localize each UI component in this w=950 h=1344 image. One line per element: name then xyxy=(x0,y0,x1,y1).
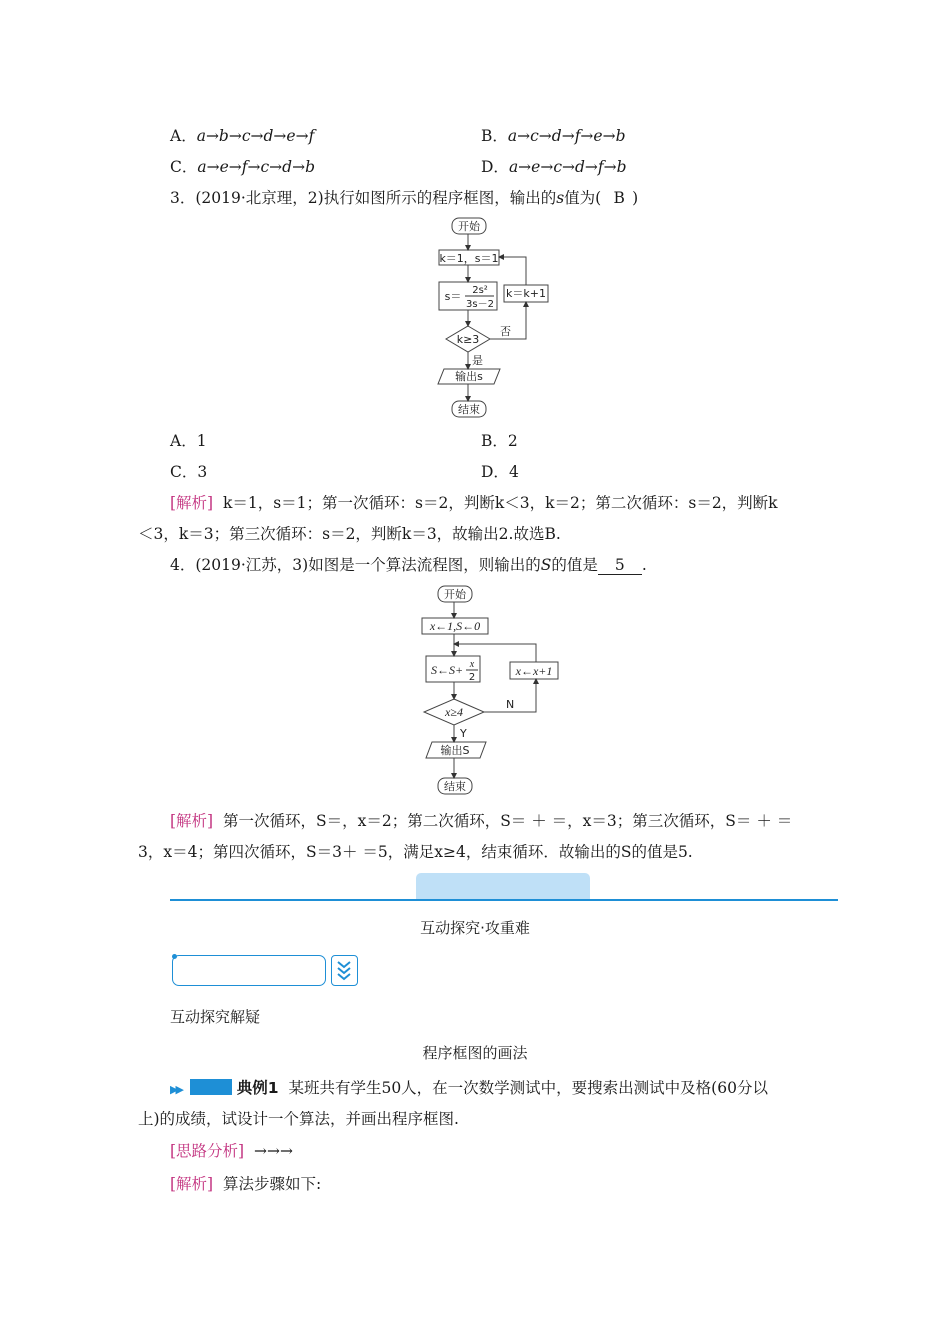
box-dot xyxy=(172,954,177,959)
no-label: N xyxy=(506,698,515,711)
chevron-down-icon xyxy=(331,955,358,986)
cond-label: x≥4 xyxy=(445,705,463,719)
output-label: 输出S xyxy=(440,744,470,757)
yes-label: Y xyxy=(460,727,467,740)
double-arrow-icon: ▶▶ xyxy=(170,1083,181,1096)
assign-lhs: S←S+ xyxy=(430,663,464,677)
assign-lhs: s＝ xyxy=(444,290,462,303)
q3-option-c: C．3 xyxy=(170,463,208,481)
example-badge xyxy=(190,1079,232,1095)
q2-option-a: A．a→b→c→d→e→f xyxy=(170,127,315,145)
q2-option-d: D．a→e→c→d→f→b xyxy=(481,158,627,176)
init-label: k＝1，s＝1 xyxy=(439,252,499,265)
q3-analysis-line2: ＜3，k＝3；第三次循环：s＝2，判断k＝3，故输出2.故选B. xyxy=(138,525,561,543)
q4-answer-blank: 5 xyxy=(598,556,642,575)
q3-stem: 3．(2019·北京理，2)执行如图所示的程序框图，输出的s值为( B ) xyxy=(170,189,639,207)
q2-option-c: C．a→e→f→c→d→b xyxy=(170,158,315,176)
thinking-tag: [思路分析] xyxy=(170,1142,245,1160)
thinking-line: [思路分析] →→→ xyxy=(170,1142,293,1160)
example-line1: ▶▶ 典例1 某班共有学生50人，在一次数学测试中，要搜索出测试中及格(60分以 xyxy=(170,1079,768,1097)
solution-line: [解析] 算法步骤如下: xyxy=(170,1175,322,1193)
q3-option-a: A．1 xyxy=(170,432,207,450)
section-subtitle: 互动探究解疑 xyxy=(170,1008,261,1026)
yes-label: 是 xyxy=(472,354,483,367)
content-box xyxy=(172,955,326,986)
section-tab xyxy=(416,873,590,899)
frac-num: 2s² xyxy=(472,285,488,296)
frac-num: x xyxy=(469,659,475,670)
analysis-tag: [解析] xyxy=(170,494,214,512)
update-label: k＝k+1 xyxy=(506,287,546,300)
q4-analysis-line1: [解析] 第一次循环，S＝，x＝2；第二次循环，S＝ ＋ ＝，x＝3；第三次循环，S＝ ＋ ＝ xyxy=(170,812,793,830)
analysis-tag: [解析] xyxy=(170,1175,214,1193)
example-line2: 上)的成绩，试设计一个算法，并画出程序框图. xyxy=(138,1110,459,1128)
q3-option-b: B．2 xyxy=(481,432,518,450)
frac-den: 3s－2 xyxy=(466,299,494,310)
section-rule xyxy=(170,899,838,901)
output-label: 输出s xyxy=(455,370,483,383)
q3-option-d: D．4 xyxy=(481,463,519,481)
end-label: 结束 xyxy=(458,403,480,416)
update-label: x←x+1 xyxy=(515,664,553,678)
q2-option-b: B．a→c→d→f→e→b xyxy=(481,127,626,145)
end-label: 结束 xyxy=(444,780,466,793)
frac-den: 2 xyxy=(468,672,476,683)
start-label: 开始 xyxy=(444,588,466,601)
cond-label: k≥3 xyxy=(456,333,480,346)
topic-title: 程序框图的画法 xyxy=(422,1044,528,1062)
flowchart-q4 xyxy=(418,582,568,802)
section-title: 互动探究·攻重难 xyxy=(420,919,530,937)
section-band xyxy=(170,873,838,899)
flowchart-q3 xyxy=(420,212,570,424)
example-label: 典例1 xyxy=(236,1079,279,1097)
q4-stem: 4．(2019·江苏，3)如图是一个算法流程图，则输出的S的值是 5 . xyxy=(170,556,647,574)
analysis-tag: [解析] xyxy=(170,812,214,830)
init-label: x←1,S←0 xyxy=(429,619,481,633)
no-label: 否 xyxy=(500,325,511,338)
q4-analysis-line2: 3，x＝4；第四次循环，S＝3＋ ＝5，满足x≥4，结束循环．故输出的S的值是5. xyxy=(138,843,693,861)
q3-analysis-line1: [解析] k＝1，s＝1；第一次循环：s＝2，判断k＜3，k＝2；第二次循环：s＝2，判断k xyxy=(170,494,778,512)
q3-answer: B xyxy=(613,189,625,207)
start-label: 开始 xyxy=(458,220,480,233)
